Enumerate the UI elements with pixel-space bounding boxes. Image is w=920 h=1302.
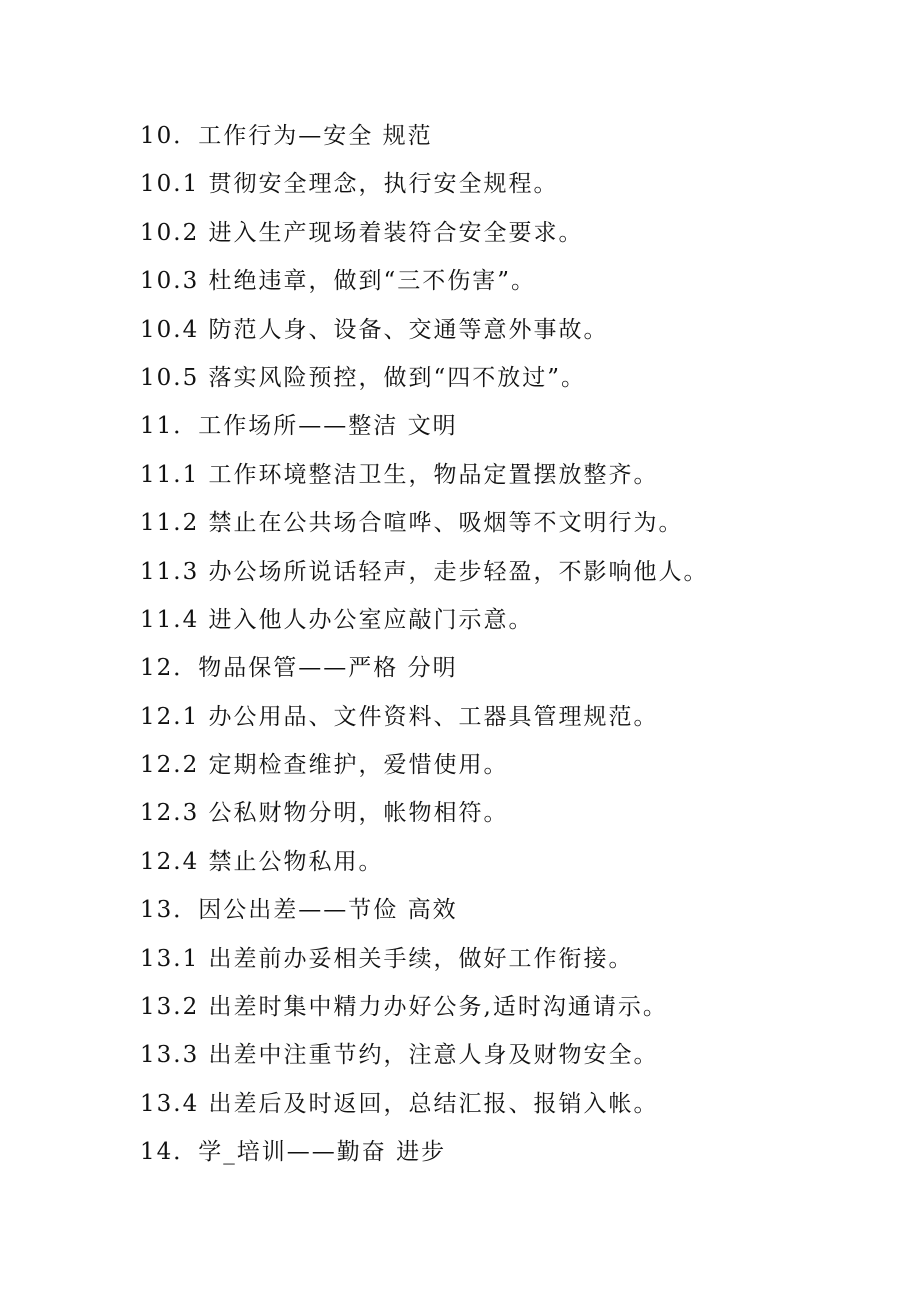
- clause-12-2: 12.2 定期检查维护，爱惜使用。: [140, 752, 509, 779]
- clause-11-3: 11.3 办公场所说话轻声，走步轻盈，不影响他人。: [140, 558, 709, 585]
- clause-11-2: 11.2 禁止在公共场合喧哗、吸烟等不文明行为。: [140, 510, 684, 537]
- clause-12-4: 12.4 禁止公物私用。: [140, 848, 384, 875]
- clause-13-2: 13.2 出差时集中精力办好公务,适时沟通请示。: [140, 994, 668, 1021]
- clause-10-3: 10.3 杜绝违章，做到“三不伤害”。: [140, 268, 537, 295]
- clause-10-5: 10.5 落实风险预控，做到“四不放过”。: [140, 364, 587, 391]
- section-heading-14: 14．学_培训——勤奋 进步: [140, 1139, 447, 1166]
- section-heading-11: 11．工作场所——整洁 文明: [140, 413, 458, 440]
- clause-10-2: 10.2 进入生产现场着装符合安全要求。: [140, 219, 584, 246]
- clause-11-1: 11.1 工作环境整洁卫生，物品定置摆放整齐。: [140, 461, 659, 488]
- clause-12-3: 12.3 公私财物分明，帐物相符。: [140, 800, 509, 827]
- clause-10-1: 10.1 贯彻安全理念，执行安全规程。: [140, 171, 559, 198]
- clause-11-4: 11.4 进入他人办公室应敲门示意。: [140, 606, 534, 633]
- clause-13-3: 13.3 出差中注重节约，注意人身及财物安全。: [140, 1042, 659, 1069]
- clause-12-1: 12.1 办公用品、文件资料、工器具管理规范。: [140, 703, 659, 730]
- section-heading-13: 13．因公出差——节俭 高效: [140, 897, 458, 924]
- document-body: [140, 112, 880, 1177]
- clause-13-4: 13.4 出差后及时返回，总结汇报、报销入帐。: [140, 1090, 659, 1117]
- clause-13-1: 13.1 出差前办妥相关手续，做好工作衔接。: [140, 945, 634, 972]
- section-heading-10: 10．工作行为—安全 规范: [140, 123, 433, 149]
- clause-10-4: 10.4 防范人身、设备、交通等意外事故。: [140, 316, 609, 343]
- section-heading-12: 12．物品保管——严格 分明: [140, 655, 458, 682]
